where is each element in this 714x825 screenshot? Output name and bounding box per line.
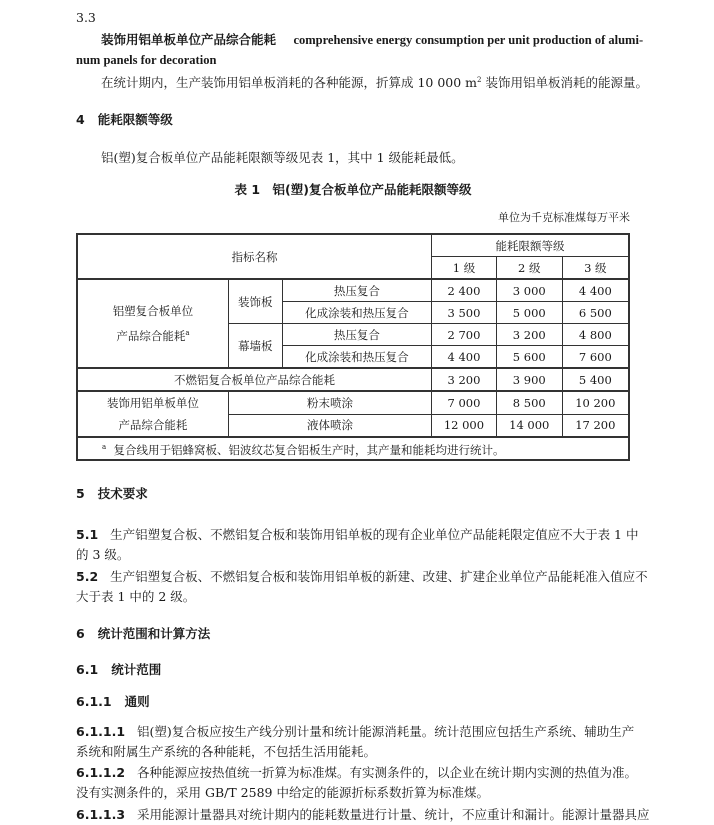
clause-5-2 (76, 569, 648, 585)
header-grade-group: 能耗限额等级 (432, 234, 629, 257)
value: 12 000 (432, 414, 497, 437)
group-label: 不燃铝复合板单位产品综合能耗 (77, 368, 432, 391)
header-grade-1: 1 级 (432, 257, 497, 280)
term-heading (76, 32, 644, 48)
label-line: 装饰用铝单板单位 (106, 396, 199, 410)
footnote-text: 复合线用于铝蜂窝板、铝波纹芯复合铝板生产时，其产量和能耗均进行统计。 (113, 442, 505, 457)
clause-number: 6.1.1.2 (76, 765, 126, 780)
value: 6 500 (562, 302, 629, 324)
value: 4 400 (562, 279, 629, 302)
label-line: 产品综合能耗 (118, 418, 188, 432)
label-line: 产品综合能耗 (116, 328, 186, 343)
section-number: 4 (76, 112, 85, 127)
definition-text-end: 装饰用铝单板消耗的能源量。 (481, 75, 648, 91)
sub-label: 装饰板 (228, 279, 282, 324)
process: 液体喷涂 (228, 414, 431, 437)
value: 7 600 (562, 346, 629, 369)
clause-number: 3.3 (76, 10, 96, 25)
term-en-cont: num panels for decoration (76, 53, 217, 67)
value: 10 200 (562, 391, 629, 414)
clause-6-1-1-1-cont: 系统和附属生产系统的各种能耗，不包括生活用能耗。 (76, 744, 377, 759)
clause-text: 生产铝塑复合板、不燃铝复合板和装饰用铝单板的新建、改建、扩建企业单位产品能耗准入值应不 (110, 569, 648, 584)
group-label (77, 391, 228, 437)
label-line: 铝塑复合板单位 (112, 304, 194, 319)
header-grade-2: 2 级 (496, 257, 562, 280)
sub-label: 幕墙板 (228, 324, 282, 369)
section-heading-6 (76, 626, 630, 642)
superscript: 2 (477, 76, 482, 84)
table-unit: 单位为千克标准煤每万平米 (498, 211, 630, 224)
heading-6-1-1 (76, 694, 630, 710)
value: 5 600 (496, 346, 562, 369)
definition-text: 在统计期内，生产装饰用铝单板消耗的各种能源，折算成 10 000 m (101, 75, 478, 91)
process: 热压复合 (282, 279, 431, 302)
value: 3 900 (496, 368, 562, 391)
section-title: 通则 (124, 694, 150, 709)
value: 3 000 (496, 279, 562, 302)
section-number: 6.1 (76, 662, 99, 677)
table-footnote-row (77, 437, 629, 460)
value: 8 500 (496, 391, 562, 414)
clause-number: 5.2 (76, 569, 99, 584)
clause-text: 生产铝塑复合板、不燃铝复合板和装饰用铝单板的现有企业单位产品能耗限定值应不大于表 1 中 (110, 527, 639, 542)
header-grade-3: 3 级 (562, 257, 629, 280)
clause-6-1-1-2-cont: 没有实测条件的，采用 GB/T 2589 中给定的能源折标系数折算为标准煤。 (76, 785, 489, 800)
term-cn: 装饰用铝单板单位产品综合能耗 (101, 32, 277, 47)
section-heading-4 (76, 112, 630, 128)
section-4-paragraph: 铝(塑)复合板单位产品能耗限额等级见表 1，其中 1 级能耗最低。 (101, 150, 464, 165)
table-row (77, 391, 629, 414)
clause-5-1-cont: 的 3 级。 (76, 547, 130, 562)
heading-6-1 (76, 662, 630, 678)
value: 14 000 (496, 414, 562, 437)
term-en: comprehensive energy consumption per unit production of alumi- (293, 33, 644, 47)
clause-6-1-1-1 (76, 724, 635, 740)
value: 3 200 (432, 368, 497, 391)
term-definition (76, 72, 648, 91)
value: 2 700 (432, 324, 497, 346)
section-title: 能耗限额等级 (97, 112, 173, 127)
clause-text: 铝(塑)复合板应按生产线分别计量和统计能源消耗量。统计范围应包括生产系统、辅助生产 (136, 724, 635, 739)
energy-limit-table (76, 233, 630, 461)
section-heading-5 (76, 486, 630, 502)
value: 2 400 (432, 279, 497, 302)
section-number: 6 (76, 626, 85, 641)
value: 4 800 (562, 324, 629, 346)
section-title: 统计范围和计算方法 (97, 626, 211, 641)
clause-5-1 (76, 527, 639, 543)
process: 化成涂装和热压复合 (282, 302, 431, 324)
clause-6-1-1-3 (76, 807, 650, 823)
clause-5-2-cont: 大于表 1 中的 2 级。 (76, 589, 196, 604)
value: 5 000 (496, 302, 562, 324)
section-number: 5 (76, 486, 85, 501)
process: 化成涂装和热压复合 (282, 346, 431, 369)
header-indicator: 指标名称 (77, 234, 432, 279)
footnote-ref: a (185, 329, 190, 338)
clause-6-1-1-2 (76, 765, 637, 781)
clause-text: 采用能源计量器具对统计期内的能耗数量进行计量、统计，不应重计和漏计。能源计量器具应 (136, 807, 650, 822)
value: 7 000 (432, 391, 497, 414)
value: 17 200 (562, 414, 629, 437)
process: 热压复合 (282, 324, 431, 346)
value: 3 200 (496, 324, 562, 346)
clause-number: 6.1.1.3 (76, 807, 126, 822)
clause-number: 5.1 (76, 527, 99, 542)
section-title: 技术要求 (97, 486, 148, 501)
clause-number: 6.1.1.1 (76, 724, 126, 739)
table-row (77, 368, 629, 391)
footnote-mark: a (102, 443, 107, 452)
value: 5 400 (562, 368, 629, 391)
value: 3 500 (432, 302, 497, 324)
table-row (77, 279, 629, 302)
value: 4 400 (432, 346, 497, 369)
group-label (77, 279, 228, 368)
clause-text: 各种能源应按热值统一折算为标准煤。有实测条件的，以企业在统计期内实测的热值为准。 (136, 765, 637, 780)
process: 粉末喷涂 (228, 391, 431, 414)
table-caption: 表 1 铝(塑)复合板单位产品能耗限额等级 (234, 182, 472, 197)
section-number: 6.1.1 (76, 694, 112, 709)
table-footnote (77, 437, 629, 460)
section-title: 统计范围 (111, 662, 162, 677)
